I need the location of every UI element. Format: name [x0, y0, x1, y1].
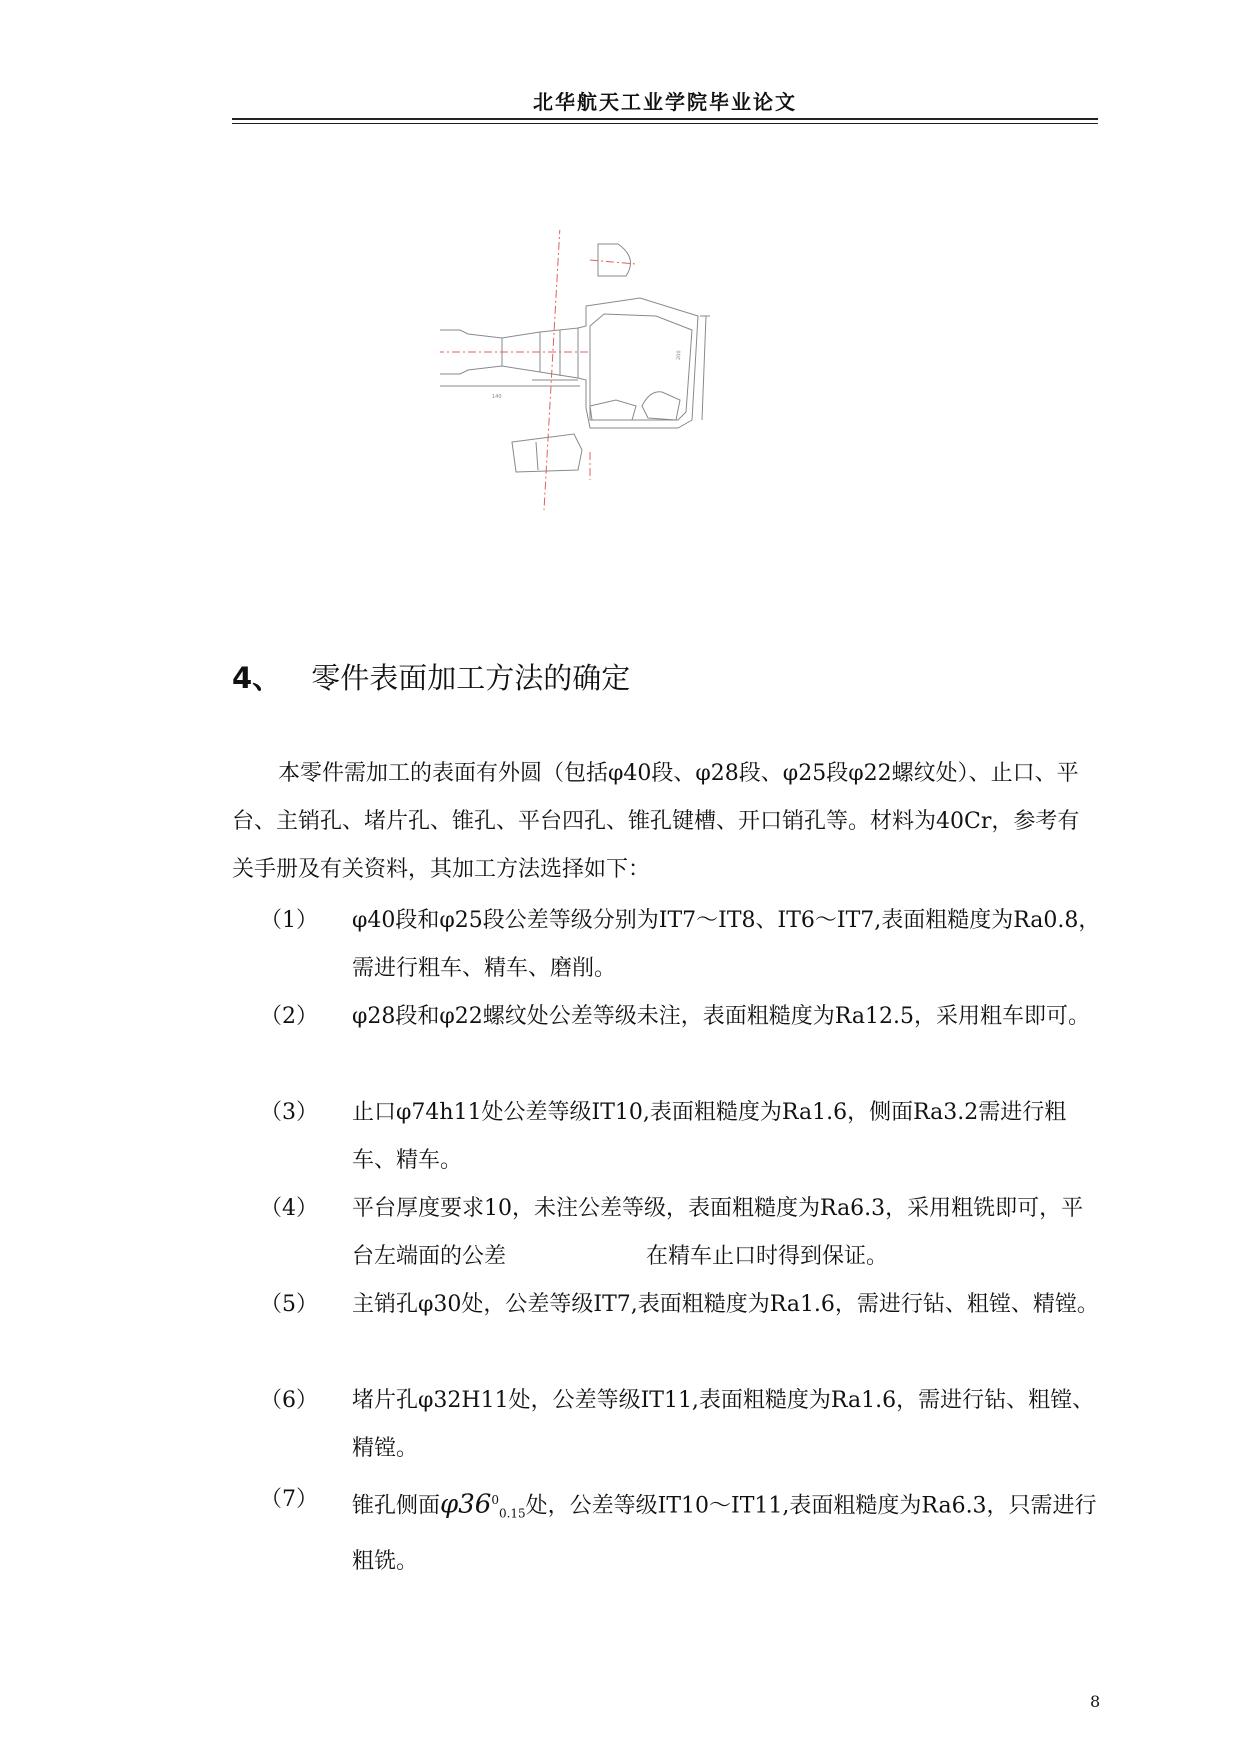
- list-item-index: （7）: [260, 1487, 318, 1512]
- list-item-text: φ40段和φ25段公差等级分别为IT7～IT8、IT6～IT7,表面粗糙度为Ra0.8，需进行粗车、精车、磨削。: [352, 908, 1101, 981]
- header-rule-thick: [232, 118, 1098, 120]
- intro-paragraph: 本零件需加工的表面有外圆（包括φ40段、φ28段、φ25段φ22螺纹处）、止口、平台、主销孔、堵片孔、锥孔、平台四孔、锥孔键槽、开口销孔等。材料为40Cr，参考有关手册及有关资料，其加工方法选择如下：: [232, 761, 1080, 882]
- list-item-text: φ28段和φ22螺纹处公差等级未注，表面粗糙度为Ra12.5，采用粗车即可。: [352, 1004, 1090, 1029]
- list-item-text-part: 处，公差等级IT10～IT11,表面粗糙度为Ra6.3，只需进行粗铣。: [352, 1493, 1097, 1574]
- list-item-index: （2）: [260, 1004, 318, 1029]
- list-item-text-part: 锥孔侧面: [352, 1493, 441, 1519]
- list-item-index: （4）: [260, 1196, 318, 1221]
- svg-text:140: 140: [492, 394, 502, 400]
- section-number: 4、: [232, 661, 282, 695]
- list-item-text: [352, 1476, 1102, 1586]
- list-item-index: （3）: [260, 1100, 318, 1125]
- list-item-text: 堵片孔φ32H11处，公差等级IT11,表面粗糙度为Ra1.6，需进行钻、粗镗、精镗。: [352, 1388, 1095, 1461]
- list-item-index: （5）: [260, 1292, 318, 1317]
- section-title: 零件表面加工方法的确定: [311, 661, 631, 695]
- section-heading: [232, 656, 630, 697]
- list-item-text-part: 在精车止口时得到保证。: [646, 1244, 889, 1269]
- tolerance-symbol: φ36: [440, 1489, 492, 1520]
- page-number: 8: [1090, 1692, 1101, 1711]
- header-rule-thin: [232, 123, 1098, 124]
- list-item-text: 主销孔φ30处，公差等级IT7,表面粗糙度为Ra1.6，需进行钻、粗镗、精镗。: [352, 1292, 1099, 1317]
- part-drawing: [440, 230, 740, 560]
- list-item-text-part: 平台厚度要求10，未注公差等级，表面粗糙度为Ra6.3，采用粗铣即可，平台左端面的公差: [352, 1196, 1084, 1269]
- list-item-text: 止口φ74h11处公差等级IT10,表面粗糙度为Ra1.6，侧面Ra3.2需进行粗车、精车。: [352, 1100, 1067, 1173]
- page-header-title: 北华航天工业学院毕业论文: [533, 90, 797, 114]
- list-item-index: （6）: [260, 1388, 318, 1413]
- list-item-index: （1）: [260, 908, 318, 933]
- list-item-text: [352, 1185, 1102, 1281]
- tolerance-upper: 0: [491, 1493, 499, 1507]
- svg-text:200: 200: [676, 350, 683, 361]
- tolerance-lower: 0.15: [498, 1506, 526, 1521]
